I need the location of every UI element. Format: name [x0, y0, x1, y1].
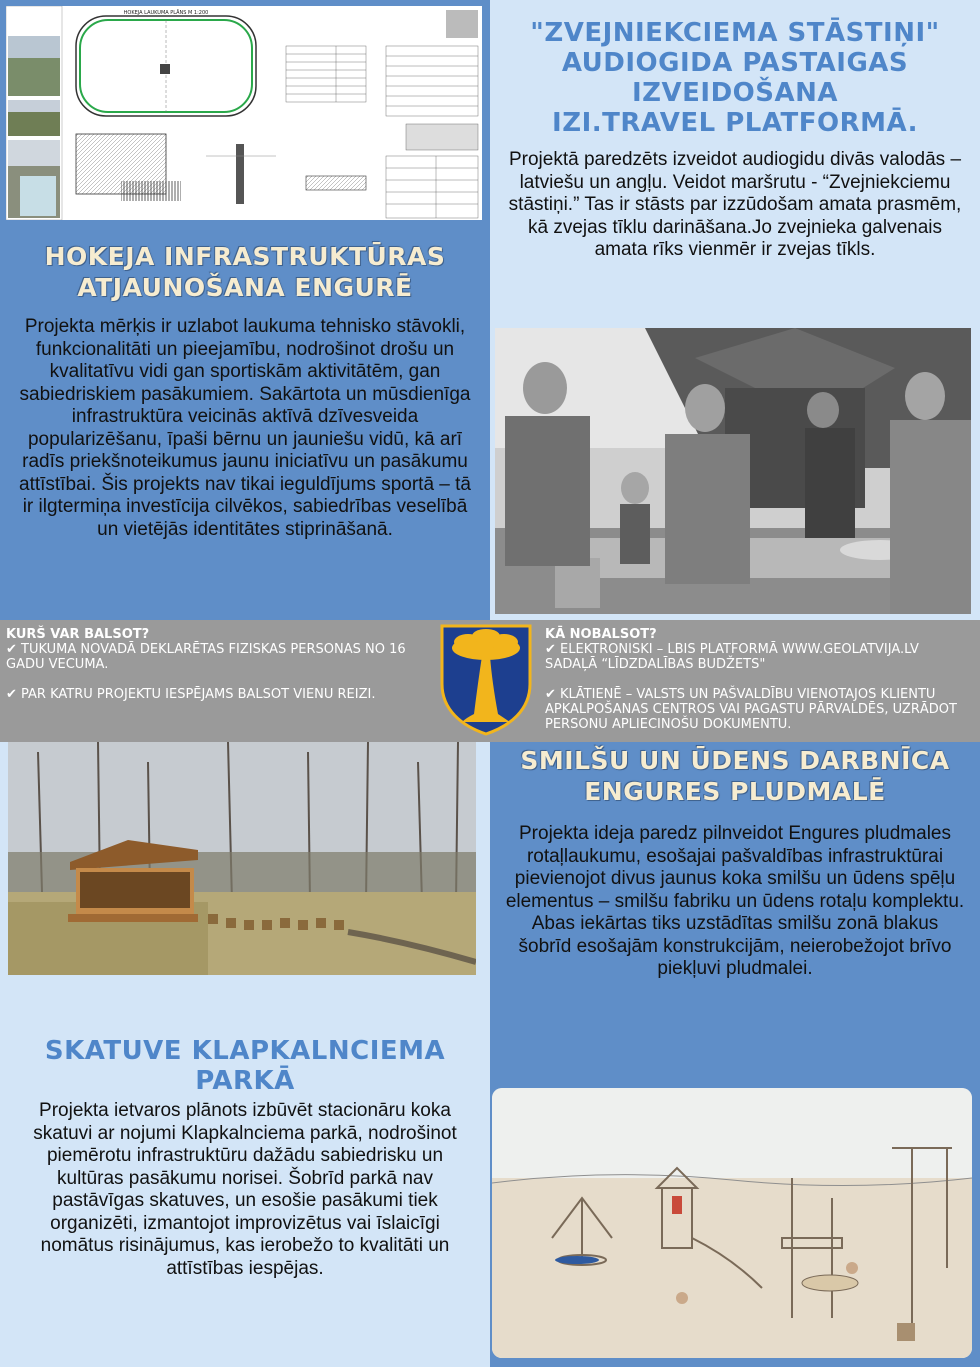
stage-title-line2: PARKĀ	[195, 1066, 295, 1096]
audioguide-title-line1: "ZVEJNIEKCIEMA STĀSTIŅI"	[530, 18, 940, 48]
stage-body: Projekta ietvaros plānots izbūvēt stacionāru koka skatuvi ar nojumi Klapkalnciema parkā, nodrošinot piemērotu infrastruktūru dažādu sabiedrisku un kultūras pasākumu norisei. Šobrīd parkā nav pastāvīgas skatuves, un esošie pasākumi tiek organizēti, izmantojot improvizētus vai īslaicīgi nomātus risinājumus, kas ierobežo to kvalitāti un attīstības iespējas.	[33, 1100, 457, 1279]
voting-who-item2: ✔ PAR KATRU PROJEKTU IESPĒJAMS BALSOT VIENU REIZI.	[6, 687, 376, 702]
hockey-body: Projekta mērķis ir uzlabot laukuma tehnisko stāvokli, funkcionalitāti un pieejamību, nodrošinot drošu un kvalitatīvu vidi gan sportiskām aktivitātēm, gan sabiedriskiem pasākumiem. Sakārtota un mūsdienīga infrastruktūra veicinās aktīvā dzīvesveida popularizēšanu, īpaši bērnu un jauniešu vidū, kā arī radīs priekšnoteikumus jaunu iniciatīvu un pasākumu attīstībai. Šis projekts nav tikai ieguldījums sportā – tā ir ilgtermiņa investīcija cilvēkos, sabiedrības veselībā un vietējās identitātes stiprināšanā.	[19, 316, 471, 540]
voting-who	[6, 627, 431, 702]
audioguide-title	[490, 18, 980, 138]
audioguide-title-line2: AUDIOGIDA PASTAIGAS	[561, 48, 909, 78]
voting-how-item1: ✔ ELEKTRONISKI – LBIS PLATFORMĀ WWW.GEOLATVIJA.LV SADAĻĀ “LĪDZDALĪBAS BUDŽETS"	[545, 642, 919, 672]
stage-photo	[8, 742, 476, 975]
sand-title	[490, 745, 980, 807]
sand-playground-illustration	[492, 1088, 972, 1358]
voting-who-item1: ✔ TUKUMA NOVADĀ DEKLARĒTAS FIZISKAS PERSONAS NO 16 GADU VECUMA.	[6, 642, 406, 672]
audioguide-title-line4: IZI.TRAVEL PLATFORMĀ.	[552, 108, 918, 138]
sand-title-line2: ENGURES PLUDMALĒ	[584, 777, 886, 806]
voting-how-title: KĀ NOBALSOT?	[545, 627, 657, 642]
voting-how	[545, 627, 975, 732]
stage-title-line1: SKATUVE KLAPKALNCIEMA	[44, 1036, 446, 1066]
municipality-crest-icon	[438, 622, 534, 736]
voting-how-item2: ✔ KLĀTIENĒ – VALSTS UN PAŠVALDĪBU VIENOTAJOS KLIENTU APKALPOŠANAS CENTROS VAI PAGASTU PĀRVALDĒS, UZRĀDOT PERSONU APLIECINOŠU DOKUMENTU.	[545, 687, 957, 732]
sand-body: Projekta ideja paredz pilnveidot Engures pludmales rotaļlaukumu, esošajai pašvaldības infrastruktūrai pievienojot divus jaunus koka smilšu un ūdens spēļu elementus – smilšu fabriku un ūdens rotaļu komplektu. Abas iekārtas tiks uzstādītas smilšu zonā blakus šobrīd esošajām konstrukcijām, neierobežojot brīvo piekļuvi pludmalei.	[505, 823, 965, 979]
audioguide-body: Projektā paredzēts izveidot audiogidu divās valodās – latviešu un angļu. Veidot maršrutu - “Zvejniekciemu stāstiņi.” Tas ir stāsts par izzūdošam amata prasmēm, kā zvejas tīklu darināšana.Jo zvejnieka galvenais amata rīks vienmēr ir zvejas tīkls.	[508, 149, 962, 260]
drawing-title: HOKEJA LAUKUMA PLĀNS M 1:200	[123, 10, 209, 16]
audioguide-title-line3: IZVEIDOŠANA	[632, 78, 838, 108]
hockey-drawing	[6, 6, 482, 220]
hockey-title	[0, 241, 490, 303]
fishermen-photo	[495, 328, 971, 614]
hockey-title-line2: ATJAUNOŠANA ENGURĒ	[77, 273, 413, 302]
hockey-title-line1: HOKEJA INFRASTRUKTŪRAS	[44, 242, 446, 271]
sand-title-line1: SMILŠU UN ŪDENS DARBNĪCA	[520, 746, 950, 775]
voting-who-title: KURŠ VAR BALSOT?	[6, 627, 150, 642]
stage-title	[0, 1036, 490, 1096]
